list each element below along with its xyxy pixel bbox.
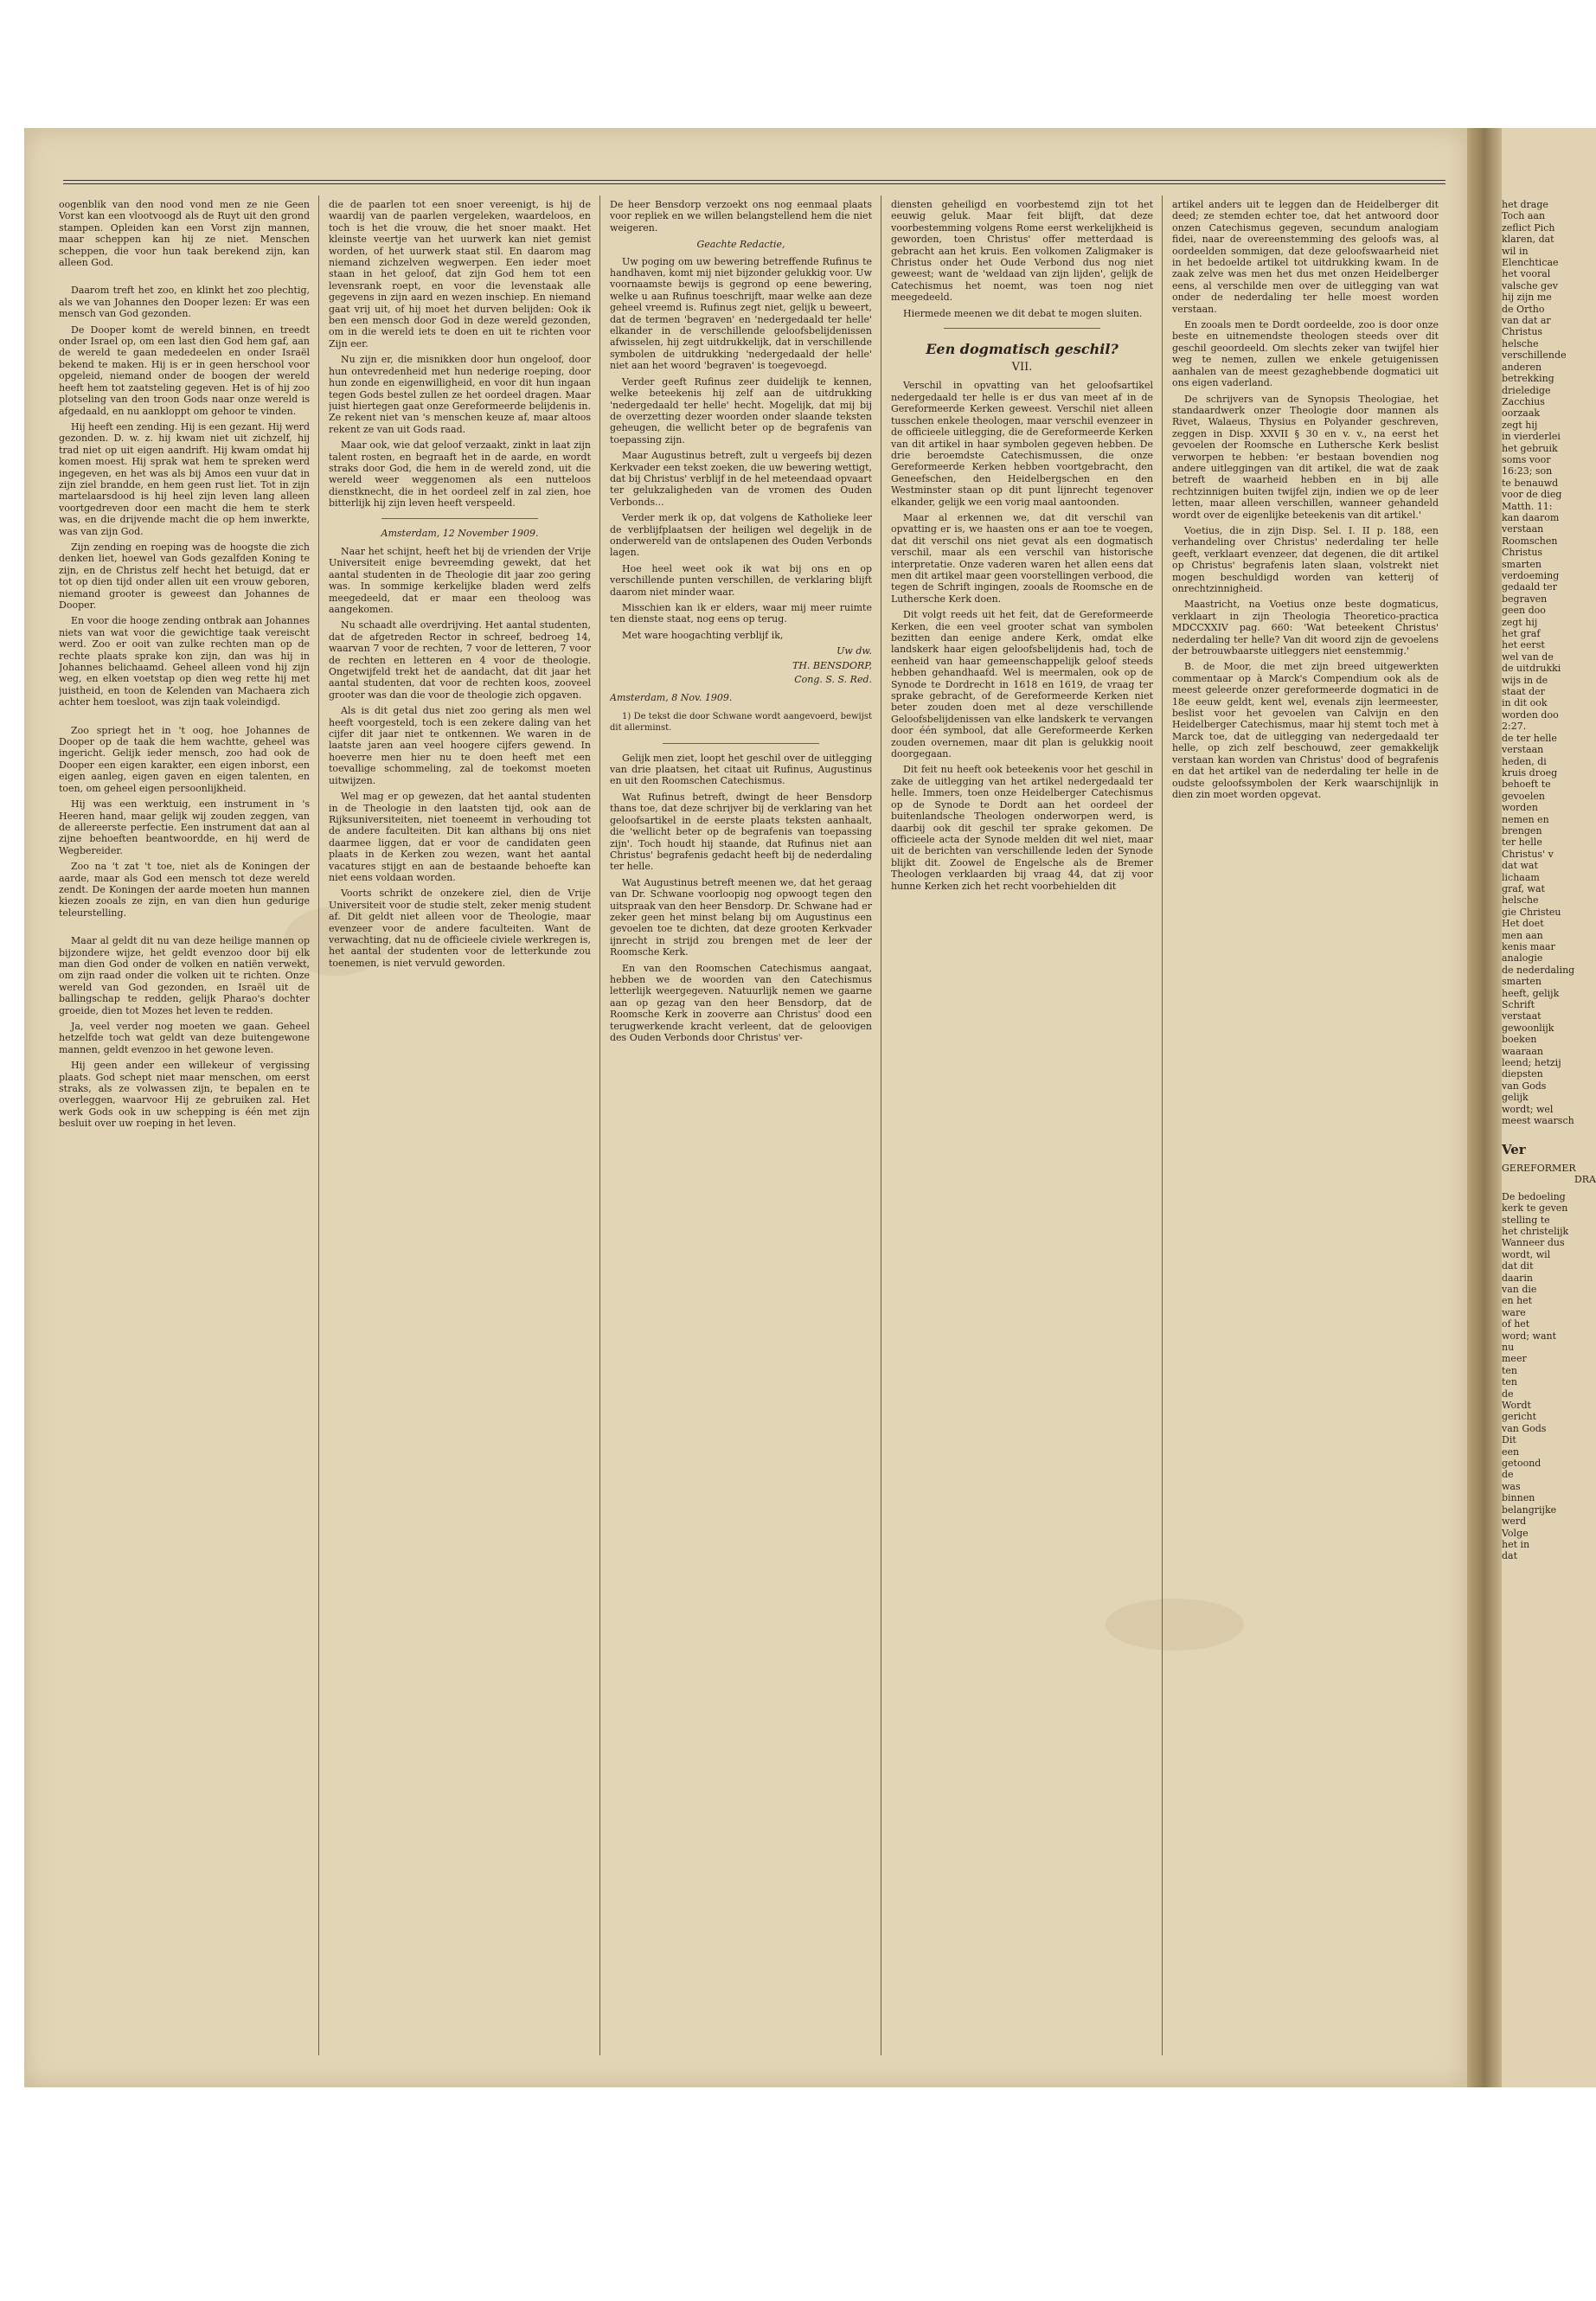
facing-page-line: dat (1502, 1550, 1518, 1562)
column-4 (891, 199, 1153, 2054)
facing-page-line: nemen en (1502, 813, 1549, 825)
facing-page-line: gie Christeu (1502, 906, 1561, 918)
facing-page-line: Toch aan (1502, 210, 1546, 222)
paragraph: Uw poging om uw bewering betreffende Rufinus te handhaven, komt mij niet bijzonder gelukkig voor. Uw voornaamste bewijs is gegrond op eene bewering, welke u aan Rufinus toeschrijft, maar welke aan deze geheel vreemd is. Rufinus zegt niet, gelijk u beweert, dat de termen 'begraven' en 'nedergedaald ter helle' elkander in de verschillende geloofsbelijdenissen afwisselen, hij zegt uitdrukkelijk, dat in verschillende symbolen de uitdrukking 'nedergedaald der helle' niet aan het woord 'begraven' is toegevoegd. (610, 255, 872, 372)
paragraph: En voor die hooge zending ontbrak aan Johannes niets van wat voor die gewichtige taak vereischt werd. Zoo er ooit van zulke rechten man op de rechte plaats sprake kon zijn, dan was hij in Johannes belichaamd. Geheel alleen vond hij zijn weg, en elken voetstap op dien weg rette hij met juistheid, en toon de Kelenden van Machaera zich achter hem toesloot, was zijn taak voleindigd. (59, 615, 310, 708)
facing-page-line: verdoeming (1502, 570, 1560, 581)
paragraph: Nu schaadt alle overdrijving. Het aantal studenten, dat de afgetreden Rector in schreef, bedroeg 14, waarvan 7 voor de rechten, 7 voor de letteren, 7 voor de rechten en letteren en 4 voor de theologie. Ongetwijfeld trekt het de aandacht, dat dit jaar het aantal studenten, dat voor de rechten koos, zooveel grooter was dan die voor de theologie zich opgaven. (329, 619, 591, 701)
letter-salutation: Geachte Redactie, (696, 239, 785, 251)
facing-page-line: wil in (1502, 245, 1529, 257)
paragraph: De Dooper komt de wereld binnen, en treedt onder Israel op, om een last dien God hem gaf, aan de wereld te gaan mededeelen en onder Israël bekend te maken. Hij is er in geen herschool voor opgeleid, niemand onder de boogen der wereld heeft hem tot zaatsteling gegeven. Het is of hij zoo plotseling van den troon Gods naar onze wereld is afgedaald, en nu aankloppt om gehoor te vinden. (59, 324, 310, 417)
facing-page-line: ten (1502, 1364, 1518, 1376)
paragraph: Wel mag er op gewezen, dat het aantal studenten in de Theologie in den laatsten tijd, ook aan de Rijksuniversiteiten, niet toeneemt in verhouding tot de andere faculteiten. Dit kan althans bij ons niet daarmee liggen, dat er voor de candidaten geen plaats in de Kerken zou wezen, want het aantal vacatures stijgt en aan de bestaande behoefte kan niet eens voldaan worden. (329, 791, 591, 883)
facing-page-line: graf, wat (1502, 882, 1545, 894)
facing-page-line: getoond (1502, 1458, 1542, 1470)
paragraph: En van den Roomschen Catechismus aangaat, hebben we de woorden van den Catechismus letterlijk weergegeven. Natuurlijk nemen we gaarne aan op gezag van den heer Bensdorp, dat de Roomsche Kerk in zooverre aan Christus' dood een terugwerkende kracht verleent, dat de geloovigen des Ouden Verbonds door Christus' ver- (610, 962, 872, 1043)
facing-page-line: wel van de (1502, 651, 1554, 663)
facing-page-line: van die (1502, 1283, 1537, 1295)
facing-page-heading: Ver (1502, 1141, 1526, 1157)
paragraph: Maar al geldt dit nu van deze heilige mannen op bijzondere wijze, het geldt evenzoo door bij elk man dien God onder de volken en natiën verwekt, om zijn raad onder die volken uit te richten. Onze wereld van God gezonden, en Israël uit de ballingschap te redden, gelijk Pharao's dochter groeide, dien tot Mozes het leven te redden. (59, 935, 310, 1016)
paragraph: Zoo spriegt het in 't oog, hoe Johannes de Dooper op de taak die hem wachtte, geheel was ingericht. Gelijk ieder mensch, zoo had ook de Dooper een eigen karakter, een eigen inborst, een eigen aanleg, eigen gaven en eigen talenten, en toen, om geheel eigen persoonlijkheid. (59, 724, 310, 794)
facing-page-line: het in (1502, 1538, 1530, 1550)
facing-page-line: 2:27. (1502, 721, 1527, 733)
facing-page-line: Wordt (1502, 1400, 1531, 1412)
paragraph: De heer Bensdorp verzoekt ons nog eenmaal plaats voor repliek en we willen belangstellend hem die niet weigeren. (610, 199, 872, 234)
facing-page-line: gewoonlijk (1502, 1022, 1554, 1034)
column-5 (1172, 199, 1439, 2054)
facing-page-line: van Gods (1502, 1080, 1547, 1092)
paragraph: Zijn zending en roeping was de hoogste die zich denken liet, hoewel van Gods gezalfden Koning te zijn, en de Christus zelf hecht het betuigd, dat er tot op dien tijd onder allen uit een vrouw geboren, niemand grooter is geweest dan Johannes de Dooper. (59, 541, 310, 611)
paragraph: Maar ook, wie dat geloof verzaakt, zinkt in laat zijn talent rosten, en begraaft het in de aarde, en wordt straks door God, die hem in de wereld zond, uit die wereld weer weggenomen als een nutteloos dienstknecht, die in het oordeel zelf in zal zien, hoe bitterlijk hij zijn leven heeft verspeeld. (329, 439, 591, 510)
facing-page-subheading: GEREFORMER (1502, 1162, 1576, 1174)
paragraph: Voorts schrikt de onzekere ziel, dien de Vrije Universiteit voor de studie stelt, zeker menig student af. Dit geldt niet alleen voor de Theologie, maar evenzeer voor de andere faculteiten. Want de verwachting, dat nu de officieele civiele werkregen is, het aantal der studenten voor de letterkunde zou toenemen, is niet vervuld geworden. (329, 888, 591, 969)
signature-name: TH. BENSDORP, (792, 659, 872, 671)
facing-page-line: smarten (1502, 976, 1542, 988)
facing-page-edge (1502, 128, 1596, 2087)
paragraph: Wat Augustinus betreft meenen we, dat het geraag van Dr. Schwane voorloopig nog opwoogt tegen den uitspraak van den heer Bensdorp. Dr. Schwane had er zeker geen het minst belang bij om Augustinus een gevoelen toe te dichten, dat deze grooten Kerkvader ijnrecht in strijd zou brengen met de leer der Roomsche Kerk. (610, 876, 872, 958)
facing-page-line: zegt hij (1502, 616, 1538, 628)
facing-page-line: het gebruik (1502, 442, 1558, 454)
paragraph: Hoe heel weet ook ik wat bij ons en op verschillende punten verschillen, de verklaring blijft daarom niet minder waar. (610, 562, 872, 598)
facing-page-line: meer (1502, 1353, 1527, 1365)
footnote: 1) De tekst die door Schwane wordt aangevoerd, bewijst dit allerminst. (610, 711, 872, 734)
facing-page-line: heeft, gelijk (1502, 987, 1560, 999)
section-divider (944, 328, 1101, 329)
facing-page-line: nu (1502, 1342, 1515, 1353)
facing-page-line: gevoelen (1502, 790, 1546, 802)
column-rule (318, 195, 319, 2055)
facing-page-line: Dit (1502, 1434, 1516, 1446)
facing-page-line: hij zijn me (1502, 292, 1552, 304)
facing-page-line: valsche gev (1502, 279, 1558, 292)
facing-page-line: de uitdrukki (1502, 663, 1561, 675)
facing-page-line: daarin (1502, 1272, 1534, 1284)
paragraph: Misschien kan ik er elders, waar mij meer ruimte ten dienste staat, nog eens op terug. (610, 602, 872, 625)
facing-page-line: Christus (1502, 326, 1543, 338)
paragraph: Dit feit nu heeft ook beteekenis voor het geschil in zake de uitlegging van het artikel nedergedaald ter helle. Immers, toen onze Heidelberger Catechismus op de Synode te Dordt aan het oordeel der buitenlandsche Theologen onderworpen werd, is daarbij ook dit geschil ter sprake gekomen. De officieele acta der Synode melden dit wel niet, maar uit de berichten van verschillende leden der Synode blijkt dit. Zoowel de Engelsche als de Bremer Theologen verklaarden bij vraag 44, dat zij voor hunne Kerken zich het recht voorbehielden dit (891, 764, 1153, 892)
article-heading: Een dogmatisch geschil? (926, 341, 1118, 358)
facing-page-line: ware (1502, 1306, 1526, 1318)
facing-page-line: meest waarsch (1502, 1115, 1574, 1127)
facing-page-line: te benauwd (1502, 477, 1559, 489)
facing-page-line: wordt, wil (1502, 1248, 1551, 1260)
header-rule-thin (63, 183, 1445, 184)
paragraph: Hij was een werktuig, een instrument in 's Heeren hand, maar gelijk wij zouden zeggen, van de allereerste perfectie. Een instrument dat aan al zijne behoeften beantwoordde, en hij werd de Wegbereider. (59, 798, 310, 856)
facing-page-line: stelling te (1502, 1214, 1550, 1226)
facing-page-line: brengen (1502, 824, 1542, 836)
paragraph: Daarom treft het zoo, en klinkt het zoo plechtig, als we van Johannes den Dooper lezen: Er was een mensch van God gezonden. (59, 285, 310, 320)
facing-page-line: lichaam (1502, 871, 1540, 883)
facing-page-line: betrekking (1502, 373, 1554, 385)
facing-page-line: kan daarom (1502, 511, 1560, 523)
signature-line: Uw dw. (836, 645, 872, 657)
facing-page-line: men aan (1502, 929, 1543, 941)
facing-page-line: was (1502, 1480, 1521, 1492)
facing-page-line: voor de dieg (1502, 489, 1562, 501)
facing-page-line: en het (1502, 1295, 1533, 1307)
facing-page-line: Matth. 11: (1502, 500, 1553, 512)
facing-page-line: Elenchticae (1502, 257, 1559, 269)
paragraph: Gelijk men ziet, loopt het geschil over de uitlegging van drie plaatsen, het citaat uit Rufinus, Augustinus en uit den Roomschen Catechismus. (610, 752, 872, 787)
header-rule (63, 180, 1445, 181)
facing-page-line: oorzaak (1502, 407, 1541, 420)
facing-page-line: waaraan (1502, 1045, 1543, 1057)
paragraph: diensten geheiligd en voorbestemd zijn tot het eeuwig geluk. Maar feit blijft, dat deze voorbestemming volgens Rome eerst werkelijkheid is geworden, toen Christus' offer metterdaad is gebracht aan het kruis. Een volkomen Zaligmaker is Christus onder het Oude Verbond dus nog niet geweest; want de 'weldaad van zijn lijden', gelijk de Catechismus het noemt, was toen nog niet meegedeeld. (891, 199, 1153, 304)
facing-page-line: binnen (1502, 1492, 1535, 1504)
facing-page-line: het graf (1502, 628, 1541, 640)
facing-page-line: zeflict Pich (1502, 221, 1555, 234)
facing-page-line: drieledige (1502, 384, 1551, 396)
facing-page-line: of het (1502, 1318, 1530, 1330)
newspaper-page (24, 128, 1469, 2087)
facing-page-line: de ter helle (1502, 732, 1557, 744)
facing-page-line: in vierderlei (1502, 431, 1561, 443)
facing-page-line: kenis maar (1502, 941, 1555, 952)
facing-page-line: worden doo (1502, 708, 1559, 721)
facing-page-line: gedaald ter (1502, 581, 1557, 593)
facing-page-line: verschillende (1502, 349, 1567, 362)
signature-title: Cong. S. S. Red. (794, 674, 872, 686)
facing-page-line: de nederdaling (1502, 964, 1575, 976)
paragraph: Voetius, die in zijn Disp. Sel. I. II p. 188, een verhandeling over Christus' nederdaling ter helle geeft, verklaart evenzeer, dat degenen, die dit artikel op Christus' begrafenis laten slaan, volstrekt niet mogen beschuldigd worden van ketterij of onrechtzinnigheid. (1172, 524, 1439, 594)
paragraph: Hij heeft een zending. Hij is een gezant. Hij werd gezonden. D. w. z. hij kwam niet uit zichzelf, hij trad niet op uit eigen aandrift. Hij kwam omdat hij komen moest. Hij sprak wat hem te spreken werd ingegeven, en het was als bij Amos een vuur dat in zijn ziel brandde, en hem geen rust liet. Tot in zijn martelaarsdood is hij heel zijn leven lang alleen voortgedreven door een macht die hem te sterk was, en die drijvende macht die op hem inwerkte, was van zijn God. (59, 420, 310, 537)
facing-page-line: werd (1502, 1516, 1527, 1528)
facing-page-line: Roomschen (1502, 535, 1558, 547)
paragraph: Verder geeft Rufinus zeer duidelijk te kennen, welke beteekenis hij zelf aan de uitdrukking 'nedergedaald ter helle' hecht. Mogelijk, dat mij bij de overzetting dezer woorden onder slaande teksten geheugen, die wellicht beter op de begrafenis van toepassing zijn. (610, 375, 872, 445)
facing-page-subheading-2: DRA (1574, 1174, 1596, 1186)
facing-page-line: worden (1502, 802, 1538, 814)
paragraph: Wat Rufinus betreft, dwingt de heer Bensdorp thans toe, dat deze schrijver bij de verklaring van het geloofsartikel in de eerste plaats teksten aanhaalt, die 'wellicht beter op de begrafenis van toepassing zijn'. Toch houdt hij staande, dat Rufinus niet aan Christus' begrafenis gedacht heeft bij de nederdaling ter helle. (610, 791, 872, 873)
facing-page-line: Het doet (1502, 918, 1544, 930)
facing-page-line: smarten (1502, 558, 1542, 570)
facing-page-line: behoeft te (1502, 779, 1551, 791)
facing-page-line: van Gods (1502, 1422, 1547, 1434)
article-part-number: VII. (1011, 361, 1033, 375)
paragraph: Verschil in opvatting van het geloofsartikel nedergedaald ter helle is er dus van meet af in de Gereformeerde Kerken geweest. Verschil niet alleen tusschen enkele theologen, maar verschil evenzeer in de officieele uitlegging, die de Gereformeerde Kerken van dit artikel in haar symbolen gegeven hebben. De drie beroemdste Catechismussen, die onze Gereformeerde Kerken hebben voortgebracht, den Geneefschen, den Heidelbergschen en den Westminster staan op dit punt lijnrecht tegenover elkander, gelijk we een vorig maal aantoonden. (891, 380, 1153, 508)
facing-page-line: 16:23; son (1502, 465, 1553, 478)
dateline: Amsterdam, 12 November 1909. (381, 527, 539, 539)
paragraph: Verder merk ik op, dat volgens de Katholieke leer de verblijfplaatsen der heiligen wel degelijk in de onderwereld van de ontslapenen des Ouden Verbonds lagen. (610, 512, 872, 559)
facing-page-line: word; want (1502, 1330, 1557, 1342)
paragraph: Hiermede meenen we dit debat te mogen sluiten. (903, 307, 1143, 319)
paragraph: Als is dit getal dus niet zoo gering als men wel heeft voorgesteld, toch is een zekere daling van het cijfer dit jaar niet te ontkennen. We waren in de laatste jaren aan veel hoogere cijfers gewend. In hoeverre men hier nu te doen heeft met een toevallige schommeling, zal de toekomst moeten uitwijzen. (329, 705, 591, 786)
paragraph: Hij geen ander een willekeur of vergissing plaats. God schept niet maar menschen, om eerst straks, als ze volwassen zijn, te bepalen en te overleggen, waarvoor Hij ze gebruiken zal. Het werk Gods ook in uw schepping is één met zijn besluit over uw roeping in het leven. (59, 1060, 310, 1130)
facing-page-line: helsche (1502, 337, 1539, 349)
column-rule (1162, 195, 1163, 2055)
facing-page-line: diepsten (1502, 1068, 1543, 1080)
paragraph: Maar al erkennen we, dat dit verschil van opvatting er is, we haasten ons er aan toe te voegen, dat dit verschil ons niet gevat als een dogmatisch verschil, maar als een verschil van historische interpretatie. Onze vaderen waren het allen eens dat men dit artikel maar geen voorstellingen verbood, die tegen de Schrift ingingen, zooals de Roomsche en de Luthersche Kerk doen. (891, 511, 1153, 605)
facing-page-line: ten (1502, 1376, 1518, 1388)
column-3 (610, 199, 872, 2054)
facing-page-line: zegt hij (1502, 419, 1538, 431)
facing-page-line: gelijk (1502, 1092, 1529, 1104)
dateline: Amsterdam, 8 Nov. 1909. (610, 692, 733, 704)
paragraph: B. de Moor, die met zijn breed uitgewerkten commentaar op à Marck's Compendium ook als de meest geleerde onzer gereformeerde dogmatici in de 18e eeuw geldt, kent wel, evenals zijn leermeester, beslist voor het gevoelen van Calvijn en den Heidelberger Catechismus, maar hij stemt toch met à Marck toe, dat de uitlegging van nedergedaald ter helle, op zich zelf beschouwd, zeer gemakkelijk verstaan kan worden van Christus' dood of begrafenis en dat het artikel van de nederdaling ter helle in de oudste geloofssymbolen der Kerk waarschijnlijk in dien zin moet worden opgevat. (1172, 661, 1439, 800)
facing-page-line: verstaat (1502, 1010, 1542, 1022)
facing-page-line: De bedoeling (1502, 1190, 1566, 1202)
facing-page-line: een (1502, 1445, 1520, 1458)
paragraph: De schrijvers van de Synopsis Theologiae, het standaardwerk onzer Theologie door mannen als Rivet, Walaeus, Thysius en Polyander geschreven, zeggen in Disp. XXVII § 30 en v. v., na eerst het gevoelen der Roomsche en Luthersche Kerk beslist verworpen te hebben: 'er bestaan bovendien nog andere uitleggingen van dit artikel, die wat de zaak betreft de waarheid hebben en in bij alle rechtzinnigen buiten twijfel zijn, indien we op de leer letten, maar alleen verschillen, wanneer gehandeld wordt over de eigenlijke beteekenis van dit artikel.' (1172, 393, 1439, 521)
book-gutter (1467, 128, 1502, 2087)
facing-page-line: geen doo (1502, 605, 1546, 617)
section-divider (663, 743, 820, 744)
paragraph: Ja, veel verder nog moeten we gaan. Geheel hetzelfde toch wat geldt van deze buitengewone mannen, geldt evenzoo in het gewone leven. (59, 1021, 310, 1055)
facing-page-line: Volge (1502, 1527, 1529, 1539)
facing-page-line: het eerst (1502, 639, 1545, 651)
facing-page-line: begraven (1502, 593, 1548, 605)
facing-page-line: analogie (1502, 952, 1543, 965)
facing-page-line: de Ortho (1502, 303, 1545, 315)
facing-page-text (1502, 199, 1596, 1127)
facing-page-line: klaren, dat (1502, 234, 1554, 246)
paragraph: En zooals men te Dordt oordeelde, zoo is door onze beste en uitnemendste theologen steeds over dit geschil geoordeeld. Om slechts zeker van twijfel hier weg te nemen, zullen we enkele getuigenissen aanhalen van de meest gezaghebbende dogmatici uit ons eigen vaderland. (1172, 319, 1439, 389)
scanned-newspaper-spread (24, 128, 1596, 2087)
facing-page-line: wijs in de (1502, 674, 1548, 686)
facing-page-line: Christus (1502, 547, 1543, 559)
facing-page-line: Schrift (1502, 999, 1535, 1011)
facing-page-line: in dit ook (1502, 697, 1548, 709)
column-2 (329, 199, 591, 2054)
facing-page-line: dat dit (1502, 1260, 1534, 1272)
facing-page-text-2 (1502, 1191, 1596, 1562)
paragraph: Maastricht, na Voetius onze beste dogmaticus, verklaart in zijn Theologia Theoretico-practica MDCCXXIV pag. 660: 'Wat beteekent Christus' nederdaling ter helle? Van dit woord zijn de gevoelens der betrouwbaarste uitleggers niet eenstemmig.' (1172, 599, 1439, 657)
column-1 (59, 199, 310, 2054)
section-divider (381, 518, 539, 519)
facing-page-line: wordt; wel (1502, 1103, 1554, 1115)
facing-page-line: Zacchius (1502, 395, 1545, 407)
paragraph: oogenblik van den nood vond men ze nie Geen Vorst kan een vlootvoogd als de Ruyt uit den grond stampen. Opleiden kan een Vorst zijn mannen, maar scheppen kan hij ze niet. Menschen scheppen, die voor hun taak berekend zijn, kan alleen God. (59, 199, 310, 269)
paragraph: Nu zijn er, die misnikken door hun ongeloof, door hun ontevredenheid met hun nederige roeping, door hun zonde en eigenwilligheid, en voor dit hun ingaan tegen Gods bestel zullen ze het oordeel dragen. Maar juist hiertegen gaat onze Gereformeerde belijdenis in. Ze rekent niet van 's menschen keuze af, maar altoos rekent ze van uit Gods raad. (329, 354, 591, 435)
facing-page-line: Wanneer dus (1502, 1237, 1565, 1249)
paragraph: die de paarlen tot een snoer vereenigt, is hij de waardij van de paarlen vergeleken, waardeloos, en toch is het die vrouw, die het snoer maakt. Het kleinste veertje van het uurwerk kan niet gemist worden, of het uurwerk staat stil. En daarom mag niemand zichzelven wegwerpen. Een ieder moet staan in het geloof, dat zijn God hem tot een levensrank roept, en voor die levenstaak alle gegevens in zijn aard en wezen inschiep. En niemand gaat vrij uit, of hij moet het durven belijden: Ook ik ben een mensch door God in deze wereld gezonden, om in die wereld iets te doen en uit te richten voor Zijn eer. (329, 199, 591, 349)
facing-page-line: dat wat (1502, 860, 1538, 872)
facing-page-line: heden, di (1502, 755, 1547, 767)
facing-page-line: kruis droeg (1502, 766, 1558, 779)
facing-page-line: kerk te geven (1502, 1202, 1568, 1215)
facing-page-line: Christus' v (1502, 848, 1554, 860)
paragraph: Dit volgt reeds uit het feit, dat de Gereformeerde Kerken, die een veel grooter schat van symbolen bezitten dan eenige andere Kerk, omdat elke landskerk haar eigen geloofsbelijdenis had, toch de eenheid van haar gemeenschappelijk geloof steeds hebben gehandhaafd. Wel is meermalen, ook op de Synode te Dordrecht in 1618 en 1619, de vraag ter sprake gebracht, of de Gereformeerde Kerken niet beter zouden doen met al deze verschillende Geloofsbelijdenissen van elke landskerk te vervangen door één symbool, dat alle Gereformeerde Kerken zouden overnemen, maar dit plan is gelukkig nooit doorgegaan. (891, 609, 1153, 760)
facing-page-line: het drage (1502, 199, 1548, 210)
paragraph: Naar het schijnt, heeft het bij de vrienden der Vrije Universiteit enige bevreemding gewekt, dat het aantal studenten in de Theologie dit jaar zoo gering was. In sommige kerkelijke bladen werd zelfs meegedeeld, dat er maar een theoloog was aangekomen. (329, 545, 591, 615)
facing-page-line: verstaan (1502, 744, 1544, 756)
facing-page-line: staat der (1502, 686, 1545, 698)
paragraph: Maar Augustinus betreft, zult u vergeefs bij dezen Kerkvader een tekst zoeken, die uw bewering wettigt, dat bij Christus' verblijf in de hel meteendaad opvaart ter gelukzaligheden van de vromen des Ouden Verbonds... (610, 450, 872, 508)
facing-page-line: het christelijk (1502, 1225, 1569, 1237)
facing-page-line: anderen (1502, 361, 1542, 373)
facing-page-line: leend; hetzij (1502, 1057, 1561, 1069)
paragraph: artikel anders uit te leggen dan de Heidelberger dit deed; ze stemden echter toe, dat het antwoord door onzen Catechismus gegeven, secundum analogiam fidei, naar de overeenstemming des geloofs was, al oordeelden sommigen, dat deze geloofswaarheid niet in het bedoelde artikel tot uitdrukking kwam. In de zaak zelve was men het dus met onzen Heidelberger eens, al verschilde men over de uitlegging van wat onder de nederdaling ter helle moest worden verstaan. (1172, 199, 1439, 315)
facing-page-line: verstaan (1502, 523, 1544, 535)
facing-page-line: van dat ar (1502, 315, 1551, 327)
paragraph: Met ware hoogachting verblijf ik, (622, 629, 784, 641)
facing-page-line: de (1502, 1388, 1514, 1400)
facing-page-line: gericht (1502, 1411, 1536, 1423)
facing-page-line: het vooral (1502, 268, 1551, 280)
facing-page-line: helsche (1502, 894, 1539, 907)
facing-page-line: boeken (1502, 1034, 1537, 1046)
facing-page-line: ter helle (1502, 836, 1542, 849)
paragraph: Zoo na 't zat 't toe, niet als de Koningen der aarde, maar als God een mensch tot deze wereld zendt. De Koningen der aarde moeten hun mannen kiezen zooals ze zijn, en van dien hun gedurige teleurstelling. (59, 861, 310, 919)
facing-page-column (1502, 199, 1596, 1562)
facing-page-line: soms voor (1502, 453, 1551, 465)
facing-page-line: belangrijke (1502, 1503, 1557, 1516)
facing-page-line: de (1502, 1469, 1514, 1481)
column-rule (599, 195, 600, 2055)
